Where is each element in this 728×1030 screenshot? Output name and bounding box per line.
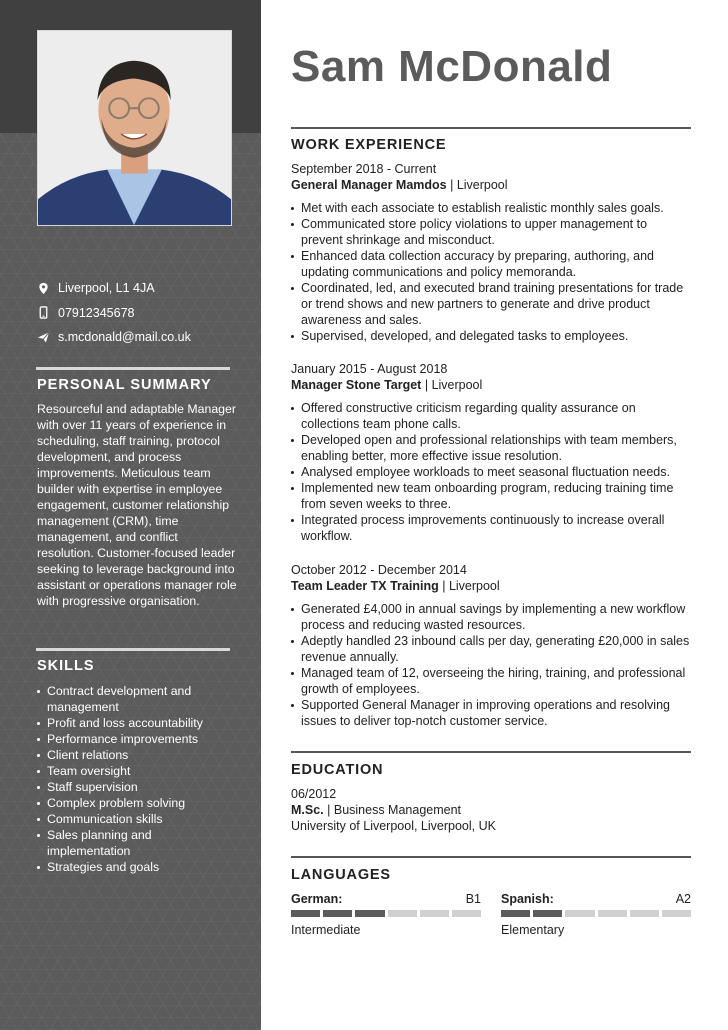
languages-heading: LANGUAGES [291,867,391,883]
section-divider [291,856,691,858]
skill-item: Complex problem solving [37,795,237,811]
job-bullet: Adeptly handled 23 inbound calls per day, generating £20,000 in sales revenue annually. [291,633,691,665]
phone-text: 07912345678 [58,305,135,320]
section-divider [291,751,691,753]
language-german [291,891,481,938]
skill-item: Client relations [37,747,237,763]
education-degree: M.Sc. [291,803,324,817]
skills-list [37,683,237,875]
level-segment-empty [388,910,417,917]
job-bullet: Offered constructive criticism regarding quality assurance on collections team phone calls. [291,400,691,432]
skill-item: Profit and loss accountability [37,715,237,731]
job-bullet: Integrated process improvements continuously to increase overall workflow. [291,512,691,544]
job-entry [291,361,691,544]
skill-item: Contract development and management [37,683,237,715]
job-bullets [291,400,691,544]
job-location: Liverpool [431,378,483,392]
language-level: Elementary [501,923,565,937]
job-bullet: Developed open and professional relationships with team members, enabling better, more effective issue resolution. [291,432,691,464]
skills-heading: SKILLS [37,658,95,674]
language-code: B1 [465,892,481,906]
job-bullet: Generated £4,000 in annual savings by implementing a new workflow process and reducing wasted resources. [291,601,691,633]
personal-summary-text: Resourceful and adaptable Manager with over 11 years of experience in scheduling, staff training, protocol development, and process improvements. Meticulous team builder with expertise in employee engagement, customer relationship management (CRM), time management, and conflict resolution. Customer-focused leader seeking to leverage background into assistant or operations manager role with progressive organisation. [37,402,237,608]
education-school: University of Liverpool, Liverpool, UK [291,819,496,833]
skill-item: Sales planning and implementation [37,827,237,859]
level-segment-empty [630,910,659,917]
job-bullet: Coordinated, led, and executed brand training presentations for trade or trend shows and new partners to generate and drive product awareness and sales. [291,280,691,328]
language-code: A2 [675,892,691,906]
level-segment-filled [533,910,562,917]
language-name: German: [291,892,343,906]
level-segment-empty [598,910,627,917]
level-segment-filled [355,910,384,917]
skill-item: Strategies and goals [37,859,237,875]
job-bullet: Enhanced data collection accuracy by preparing, authoring, and updating communications and policy memoranda. [291,248,691,280]
job-title-line: General Manager Mamdos | Liverpool [291,178,508,192]
skill-item: Performance improvements [37,731,237,747]
job-location: Liverpool [448,579,500,593]
mobile-phone-icon [36,306,50,320]
job-title: Manager Stone Target [291,378,422,392]
job-title: General Manager Mamdos [291,178,447,192]
education-degree-line: M.Sc. | Business Management [291,803,462,817]
contact-location [36,276,236,301]
language-level-bar [291,910,481,917]
job-title-line: Team Leader TX Training | Liverpool [291,579,500,593]
level-segment-filled [501,910,530,917]
candidate-name: Sam McDonald [291,42,613,91]
language-name: Spanish: [501,892,554,906]
job-bullet: Supported General Manager in improving operations and resolving issues to deliver top-notch customer service. [291,697,691,729]
contact-phone [36,301,236,326]
job-location: Liverpool [456,178,508,192]
language-level-bar [501,910,691,917]
job-dates: January 2015 - August 2018 [291,362,448,376]
job-entry [291,562,691,729]
job-bullet: Communicated store policy violations to upper management to prevent shrinkage and misconduct. [291,216,691,248]
education-field: Business Management [333,803,462,817]
level-segment-empty [662,910,691,917]
sidebar-divider [36,648,230,651]
contact-email [36,325,236,350]
contact-info [36,276,236,350]
email-text[interactable]: s.mcdonald@mail.co.uk [58,330,191,345]
job-bullets [291,200,691,344]
language-row [291,891,481,907]
job-bullet: Supervised, developed, and delegated tasks to employees. [291,328,691,344]
language-level: Intermediate [291,923,361,937]
education-date: 06/2012 [291,787,337,801]
job-dates: September 2018 - Current [291,162,437,176]
profile-photo [37,30,232,226]
send-icon [36,330,50,344]
work-experience-heading: WORK EXPERIENCE [291,137,447,153]
personal-summary-heading: PERSONAL SUMMARY [37,377,212,393]
profile-photo-image [38,31,231,225]
job-bullet: Implemented new team onboarding program, reducing training time from seven weeks to three. [291,480,691,512]
level-segment-empty [452,910,481,917]
level-segment-empty [565,910,594,917]
job-bullets [291,601,691,729]
education-entry [291,786,691,834]
language-spanish [501,891,691,938]
location-text: Liverpool, L1 4JA [58,281,155,296]
section-divider [291,127,691,129]
job-entry [291,161,691,344]
job-bullet: Analysed employee workloads to meet seasonal fluctuation needs. [291,464,691,480]
skill-item: Communication skills [37,811,237,827]
job-dates: October 2012 - December 2014 [291,563,467,577]
skill-item: Staff supervision [37,779,237,795]
level-segment-filled [291,910,320,917]
job-title: Team Leader TX Training [291,579,439,593]
education-heading: EDUCATION [291,762,384,778]
level-segment-empty [420,910,449,917]
location-pin-icon [36,281,50,295]
sidebar-divider [36,367,230,370]
job-bullet: Managed team of 12, overseeing the hiring, training, and professional growth of employees. [291,665,691,697]
skill-item: Team oversight [37,763,237,779]
language-row [501,891,691,907]
job-bullet: Met with each associate to establish realistic monthly sales goals. [291,200,691,216]
level-segment-filled [323,910,352,917]
job-title-line: Manager Stone Target | Liverpool [291,378,483,392]
